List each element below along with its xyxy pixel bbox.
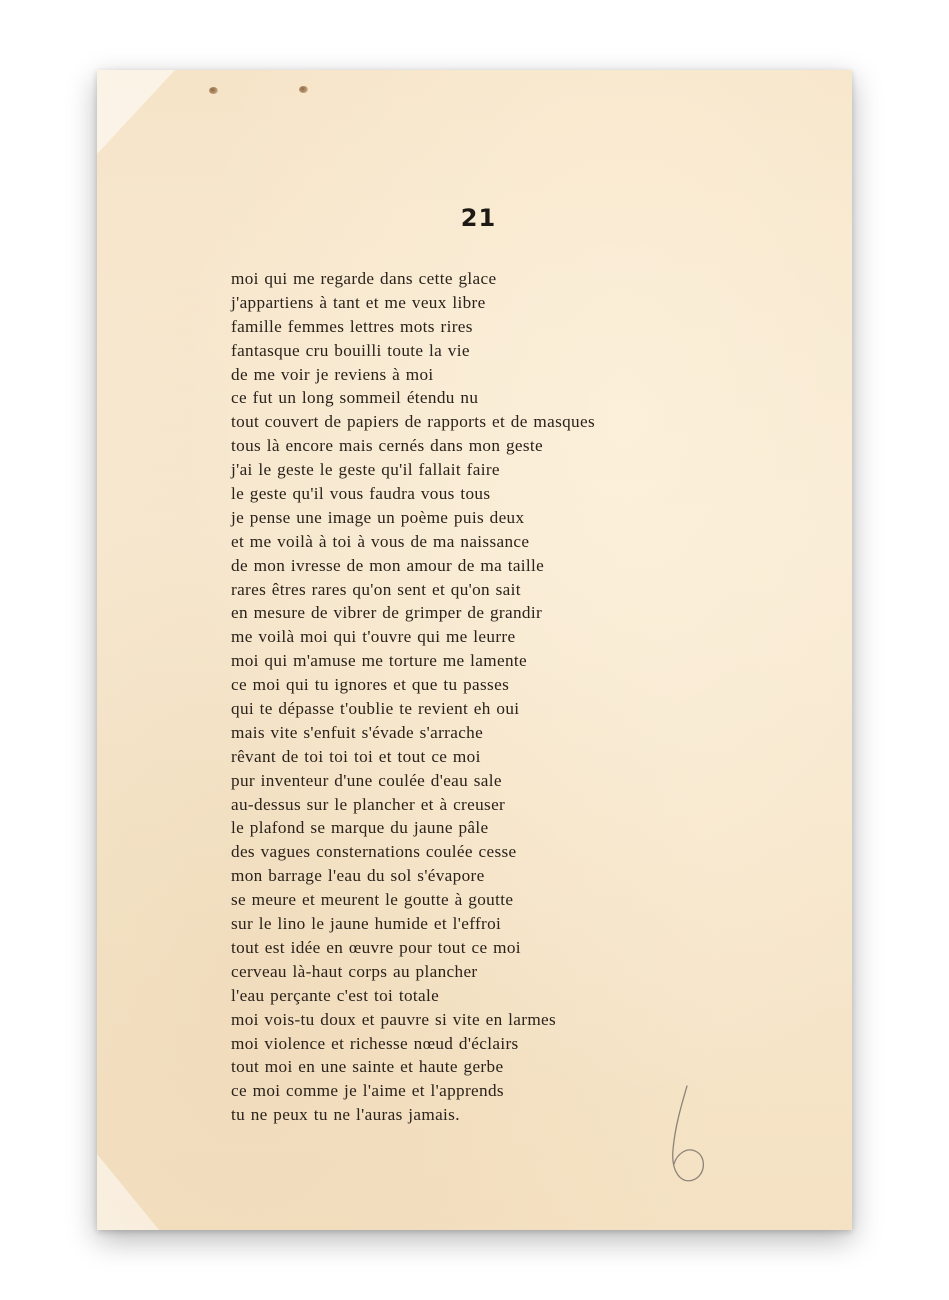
- poem-line: moi violence et richesse nœud d'éclairs: [231, 1033, 519, 1053]
- poem-line: des vagues consternations coulée cesse: [231, 842, 517, 862]
- poem-line: moi qui me regarde dans cette glace: [231, 269, 497, 288]
- handwritten-page-mark: [665, 1080, 715, 1190]
- poem-line: ce fut un long sommeil étendu nu: [231, 388, 479, 408]
- poem-line: tout couvert de papiers de rapports et de masques: [231, 412, 596, 432]
- poem-line: tu ne peux tu ne l'auras jamais.: [231, 1105, 460, 1125]
- poem-line: tout moi en une sainte et haute gerbe: [231, 1057, 504, 1077]
- poem-line: au-dessus sur le plancher et à creuser: [231, 794, 506, 814]
- pin-hole: [209, 87, 218, 94]
- poem-line: rares êtres rares qu'on sent et qu'on sait: [231, 579, 521, 599]
- poem-line: moi vois-tu doux et pauvre si vite en larmes: [231, 1009, 557, 1029]
- poem-line: fantasque cru bouilli toute la vie: [231, 340, 470, 360]
- tape-corner-top: [97, 70, 175, 154]
- tape-corner-bottom: [97, 1154, 159, 1230]
- poem-line: ce moi qui tu ignores et que tu passes: [231, 675, 510, 695]
- poem-line: ce moi comme je l'aime et l'apprends: [231, 1081, 504, 1101]
- poem-line: me voilà moi qui t'ouvre qui me leurre: [231, 627, 516, 647]
- poem-line: mais vite s'enfuit s'évade s'arrache: [231, 722, 484, 742]
- poem-line: le geste qu'il vous faudra vous tous: [231, 484, 491, 504]
- poem-line: et me voilà à toi à vous de ma naissance: [231, 531, 530, 551]
- poem-line: tous là encore mais cernés dans mon geste: [231, 436, 544, 456]
- poem-line: j'appartiens à tant et me veux libre: [231, 292, 486, 312]
- poem-line: se meure et meurent le goutte à goutte: [231, 890, 514, 910]
- poem-line: famille femmes lettres mots rires: [231, 316, 473, 336]
- poem-line: je pense une image un poème puis deux: [231, 507, 525, 527]
- poem-line: moi qui m'amuse me torture me lamente: [231, 651, 528, 671]
- poem-line: j'ai le geste le geste qu'il fallait faire: [231, 460, 500, 480]
- poem-body: [231, 267, 595, 1127]
- poem-line: en mesure de vibrer de grimper de grandir: [231, 603, 543, 623]
- poem-line: l'eau perçante c'est toi totale: [231, 985, 440, 1005]
- poem-line: pur inventeur d'une coulée d'eau sale: [231, 770, 502, 790]
- pin-hole: [299, 86, 308, 93]
- poem-line: tout est idée en œuvre pour tout ce moi: [231, 937, 521, 957]
- poem-line: cerveau là-haut corps au plancher: [231, 961, 478, 981]
- paper-sheet: [97, 70, 852, 1230]
- poem-line: de mon ivresse de mon amour de ma taille: [231, 555, 545, 575]
- poem-line: de me voir je reviens à moi: [231, 364, 434, 384]
- poem-line: mon barrage l'eau du sol s'évapore: [231, 866, 485, 886]
- poem-number: 21: [460, 204, 497, 232]
- poem-line: qui te dépasse t'oublie te revient eh oui: [231, 699, 520, 719]
- poem-line: sur le lino le jaune humide et l'effroi: [231, 914, 502, 934]
- poem-line: le plafond se marque du jaune pâle: [231, 818, 489, 838]
- poem-line: rêvant de toi toi toi et tout ce moi: [231, 746, 481, 766]
